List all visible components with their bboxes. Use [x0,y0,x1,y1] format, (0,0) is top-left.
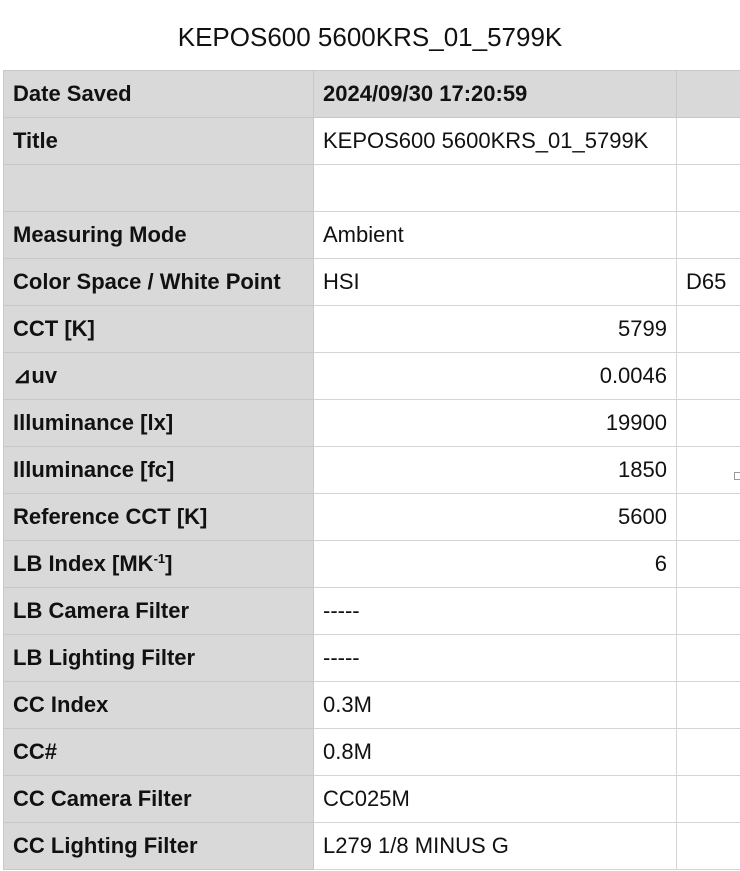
table-row-illuminance-lx [4,400,740,447]
value-cell-empty[interactable] [314,165,677,212]
table-row-lb-index [4,541,740,588]
value-cell-reference-cct[interactable]: 5600 [314,494,677,541]
lb-index-label-end: ] [165,551,173,576]
table-row-color-space [4,259,740,306]
header-row [4,71,740,118]
extra-cell-duv[interactable] [677,353,740,400]
value-cell-cc-index[interactable]: 0.3M [314,682,677,729]
lb-index-label-text: LB Index [MK [13,551,154,576]
table-row-measuring-mode [4,212,740,259]
extra-cell-empty[interactable] [677,165,740,212]
extra-cell-title[interactable] [677,118,740,165]
table-row-duv [4,353,740,400]
value-cell-cc-lighting-filter[interactable]: L279 1/8 MINUS G [314,823,677,870]
extra-cell-cc-camera-filter[interactable] [677,776,740,823]
value-cell-cc-camera-filter[interactable]: CC025M [314,776,677,823]
value-cell-lb-index[interactable]: 6 [314,541,677,588]
table-row-illuminance-fc [4,447,740,494]
label-cell-color-space[interactable]: Color Space / White Point [4,259,314,306]
label-cell-cc-number[interactable]: CC# [4,729,314,776]
label-cell-lb-index[interactable] [4,541,314,588]
label-cell-illuminance-lx[interactable]: Illuminance [lx] [4,400,314,447]
label-cell-reference-cct[interactable]: Reference CCT [K] [4,494,314,541]
extra-cell-cc-number[interactable] [677,729,740,776]
measurement-table [3,70,740,870]
header-value-cell[interactable]: 2024/09/30 17:20:59 [314,71,677,118]
label-cell-cc-index[interactable]: CC Index [4,682,314,729]
page-title: KEPOS600 5600KRS_01_5799K [177,22,563,52]
value-cell-color-space[interactable]: HSI [314,259,677,306]
value-cell-illuminance-fc[interactable]: 1850 [314,447,677,494]
value-cell-cc-number[interactable]: 0.8M [314,729,677,776]
label-cell-lb-camera-filter[interactable]: LB Camera Filter [4,588,314,635]
label-cell-title[interactable]: Title [4,118,314,165]
table-row-cc-index [4,682,740,729]
value-cell-measuring-mode[interactable]: Ambient [314,212,677,259]
extra-cell-cct[interactable] [677,306,740,353]
table-row-reference-cct [4,494,740,541]
value-cell-duv[interactable]: 0.0046 [314,353,677,400]
lb-index-label-superscript: -1 [153,551,166,566]
label-cell-illuminance-fc[interactable]: Illuminance [fc] [4,447,314,494]
extra-cell-white-point[interactable]: D65 [677,259,740,306]
value-cell-illuminance-lx[interactable]: 19900 [314,400,677,447]
table-row-cct [4,306,740,353]
header-extra-cell[interactable] [677,71,740,118]
value-cell-title[interactable]: KEPOS600 5600KRS_01_5799K [314,118,677,165]
extra-cell-reference-cct[interactable] [677,494,740,541]
extra-cell-illuminance-lx[interactable] [677,400,740,447]
table-row-lb-lighting-filter [4,635,740,682]
cell-comment-marker [734,472,740,480]
label-cell-empty[interactable] [4,165,314,212]
label-cell-lb-lighting-filter[interactable]: LB Lighting Filter [4,635,314,682]
table-row-cc-number [4,729,740,776]
table-row-lb-camera-filter [4,588,740,635]
extra-cell-lb-camera-filter[interactable] [677,588,740,635]
label-cell-cct[interactable]: CCT [K] [4,306,314,353]
label-cell-measuring-mode[interactable]: Measuring Mode [4,212,314,259]
table-row-title [4,118,740,165]
extra-cell-illuminance-fc[interactable] [677,447,740,494]
label-cell-cc-lighting-filter[interactable]: CC Lighting Filter [4,823,314,870]
extra-cell-cc-lighting-filter[interactable] [677,823,740,870]
extra-cell-measuring-mode[interactable] [677,212,740,259]
label-cell-duv[interactable]: ⊿uv [4,353,314,400]
label-cell-cc-camera-filter[interactable]: CC Camera Filter [4,776,314,823]
table-row-cc-lighting-filter [4,823,740,870]
value-cell-cct[interactable]: 5799 [314,306,677,353]
extra-cell-lb-index[interactable] [677,541,740,588]
value-cell-lb-camera-filter[interactable]: ----- [314,588,677,635]
header-label-cell[interactable]: Date Saved [4,71,314,118]
value-cell-lb-lighting-filter[interactable]: ----- [314,635,677,682]
table-row-cc-camera-filter [4,776,740,823]
extra-cell-cc-index[interactable] [677,682,740,729]
table-row-empty [4,165,740,212]
extra-cell-lb-lighting-filter[interactable] [677,635,740,682]
